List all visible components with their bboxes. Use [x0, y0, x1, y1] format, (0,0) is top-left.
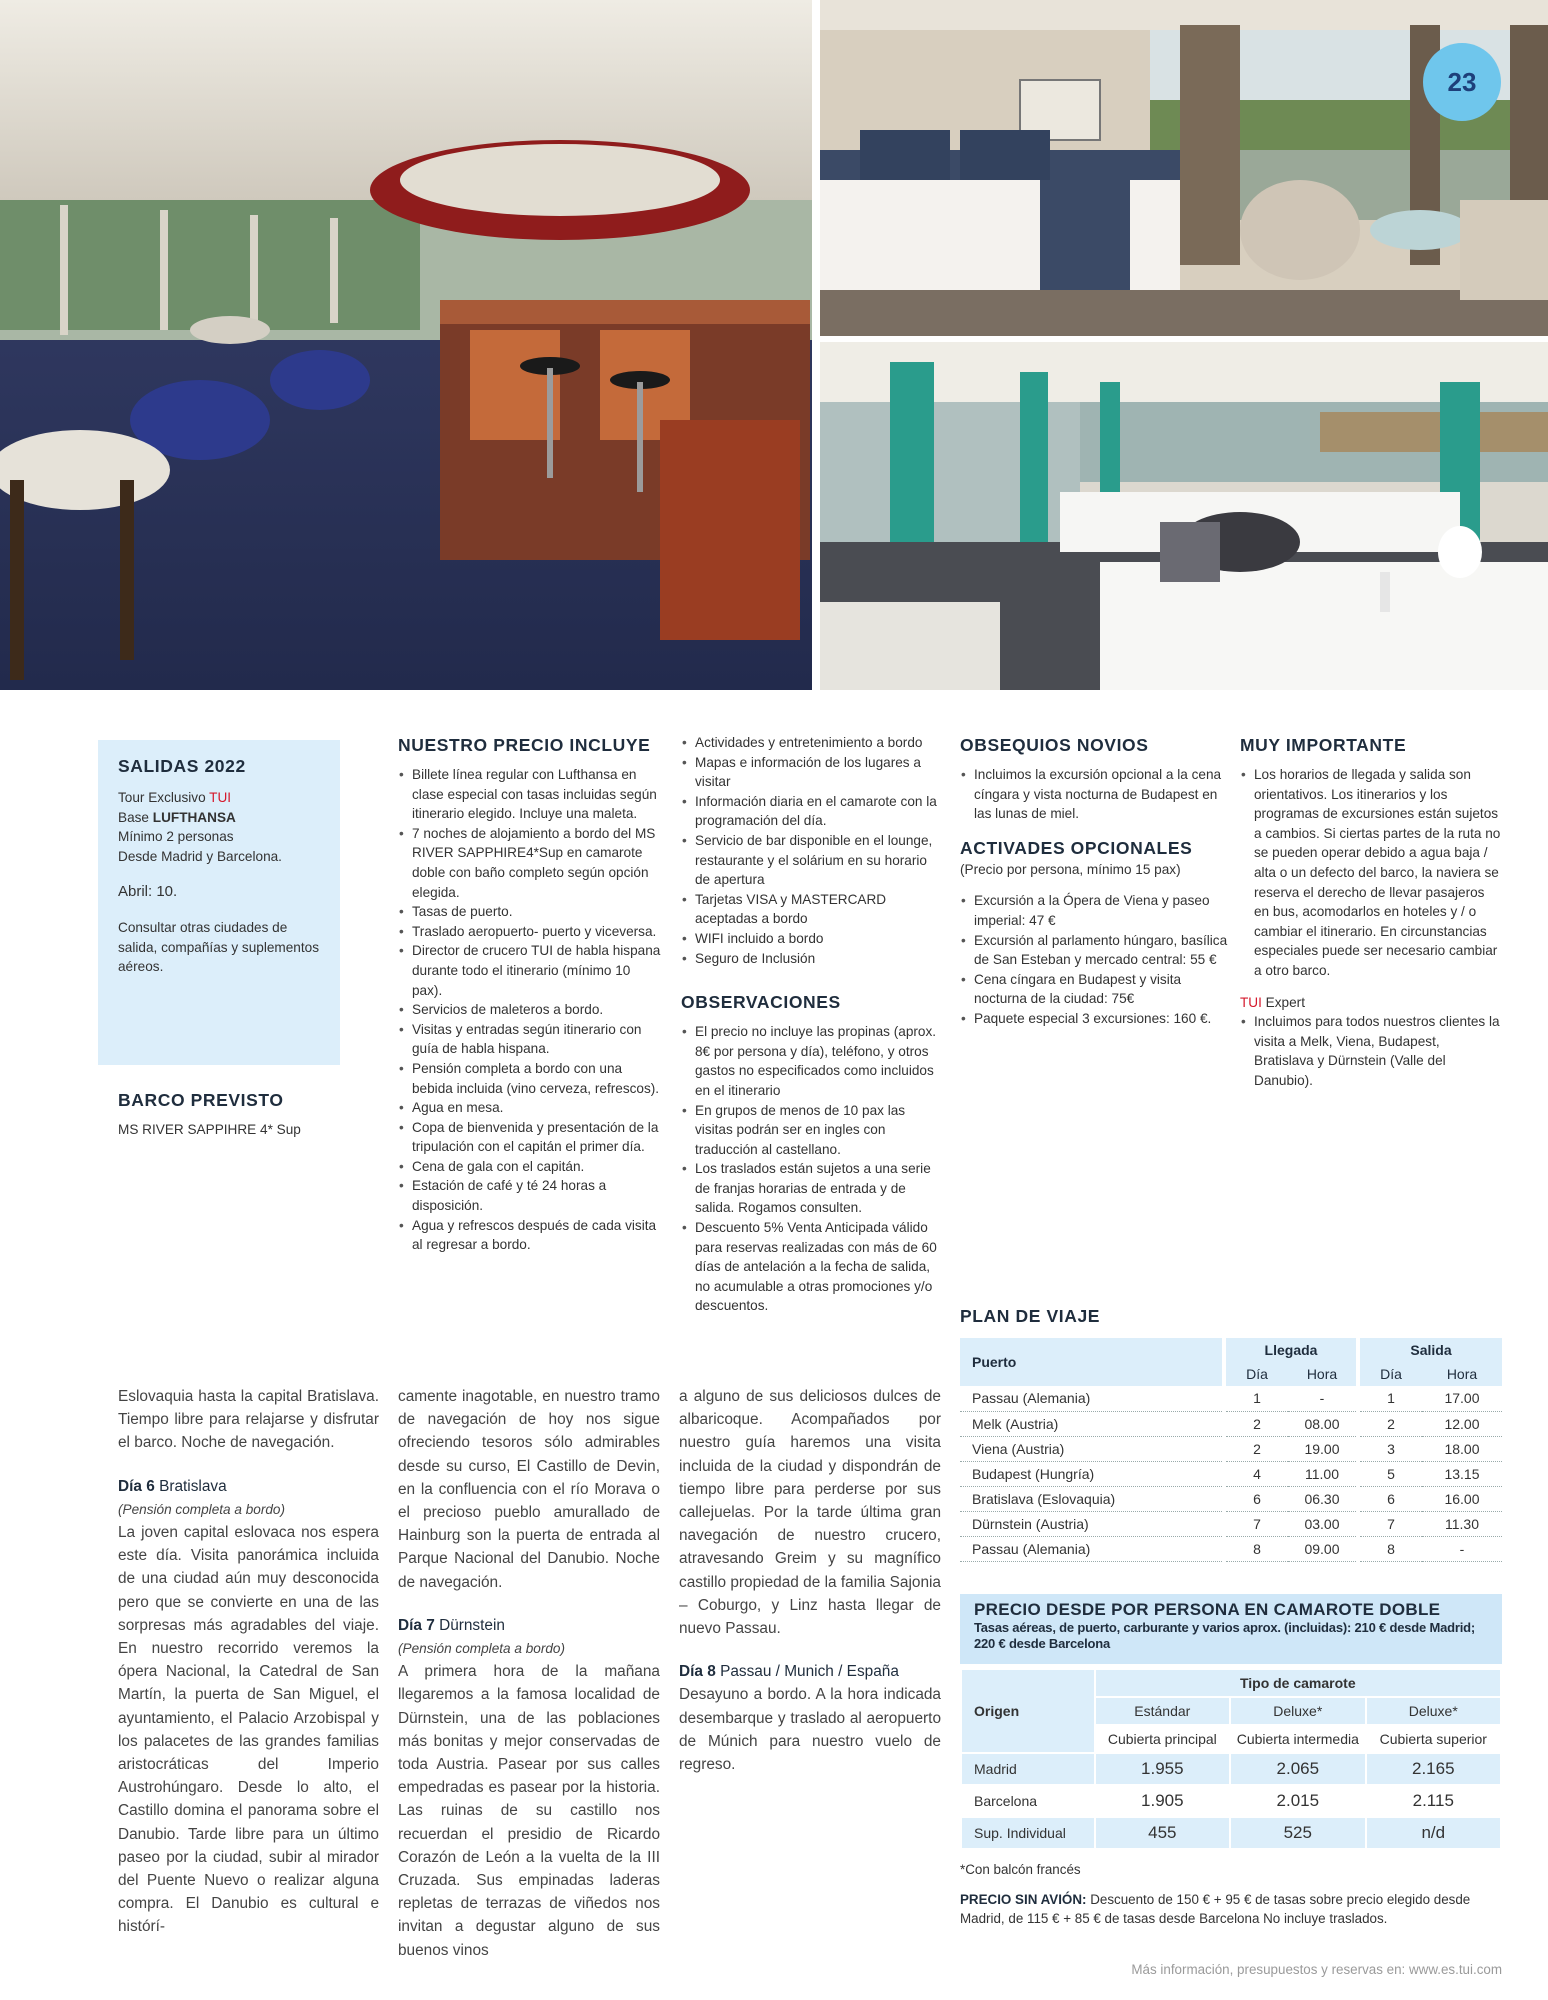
- arrival-time-cell: 03.00: [1288, 1511, 1356, 1536]
- list-item: • Excursión a la Ópera de Viena y paseo imperial: 47 €: [960, 891, 1228, 930]
- arrival-day-cell: 8: [1226, 1536, 1288, 1561]
- departure-time-cell: 11.30: [1422, 1511, 1502, 1536]
- departure-day-cell: 7: [1360, 1511, 1422, 1536]
- price-table: [960, 1668, 1502, 1850]
- price-header: [960, 1594, 1502, 1664]
- barco-title: BARCO PREVISTO: [118, 1090, 284, 1110]
- day-heading: [398, 1614, 660, 1637]
- departure-time-cell: 16.00: [1422, 1486, 1502, 1511]
- price-cell: 2.065: [1230, 1753, 1366, 1785]
- list-item: • Información diaria en el camarote con la programación del día.: [681, 792, 945, 831]
- list-item: • Estación de café y té 24 horas a disposición.: [398, 1176, 663, 1215]
- departure-day-cell: 3: [1360, 1436, 1422, 1461]
- table-row: [961, 1785, 1501, 1817]
- sin-avion-note: [960, 1890, 1505, 1929]
- itinerary-text: camente inagotable, en nuestro tramo de navegación de hoy nos sigue ofreciendo tesoros sólo admirables desde su curso, El Castillo de Devin, en la confluencia con el río Morava o el precioso pueblo amurallado de Hainburg son la puerta de entrada al Parque Nacional del Danubio. Noche de navegación.: [398, 1388, 660, 1591]
- arrival-time-cell: 08.00: [1288, 1411, 1356, 1436]
- table-row: [960, 1511, 1502, 1536]
- sin-avion-label: PRECIO SIN AVIÓN:: [960, 1891, 1087, 1907]
- incluye-block: [398, 733, 663, 1255]
- col-header-salida: Salida: [1360, 1338, 1502, 1362]
- more-info-text: Más información, presupuestos y reservas en:: [1131, 1962, 1409, 1977]
- list-item: • Incluimos la excursión opcional a la cena cíngara y vista nocturna de Budapest en las lunas de miel.: [960, 765, 1228, 824]
- list-item: • WIFI incluido a bordo: [681, 929, 945, 949]
- day-number: Día 8: [679, 1663, 716, 1681]
- table-row: [960, 1411, 1502, 1436]
- itinerary-text: Desayuno a bordo. A la hora indicada desembarque y traslado al aeropuerto de Múnich para nuestro vuelo de regreso.: [679, 1686, 941, 1774]
- incluye-list-continued: [681, 733, 945, 968]
- table-row: [960, 1436, 1502, 1461]
- table-row: [961, 1817, 1501, 1849]
- arrival-day-cell: 6: [1226, 1486, 1288, 1511]
- col-header-dia: Día: [1226, 1362, 1288, 1386]
- day-place: Bratislava: [154, 1477, 227, 1495]
- arrival-day-cell: 7: [1226, 1511, 1288, 1536]
- barco-block: [118, 1088, 358, 1140]
- list-item: • Servicio de bar disponible en el lounge, restaurante y el solárium en su horario de apertura: [681, 831, 945, 890]
- departure-time-cell: 18.00: [1422, 1436, 1502, 1461]
- departure-time-cell: 17.00: [1422, 1386, 1502, 1411]
- incluye-title: NUESTRO PRECIO INCLUYE: [398, 735, 651, 755]
- lounge-bar-photo: [0, 0, 812, 690]
- incluye-continued-block: [681, 733, 945, 1316]
- list-item: • Los traslados están sujetos a una serie de franjas horarias de entrada y de salida. Rogamos consulten.: [681, 1159, 945, 1218]
- minimo-text: Mínimo 2 personas: [118, 829, 234, 845]
- barco-name: MS RIVER SAPPIHRE 4* Sup: [118, 1122, 301, 1137]
- price-cell: 1.955: [1095, 1753, 1230, 1785]
- day-note: (Pensión completa a bordo): [118, 1501, 285, 1517]
- list-item: • Cena de gala con el capitán.: [398, 1157, 663, 1177]
- more-info-footer: [1112, 1962, 1502, 1977]
- list-item: • Tarjetas VISA y MASTERCARD aceptadas a bordo: [681, 890, 945, 929]
- list-item: • Incluimos para todos nuestros clientes la visita a Melk, Viena, Budapest, Bratislava y Dürnstein (Valle del Danubio).: [1240, 1012, 1502, 1090]
- base-prefix: Base: [118, 809, 153, 825]
- col-header-tipo: Tipo de camarote: [1095, 1669, 1501, 1697]
- list-item: • El precio no incluye las propinas (aprox. 8€ por persona y día), teléfono, y otros gastos no especificados como incluidos en el itinerario: [681, 1022, 945, 1100]
- col-header-llegada: Llegada: [1226, 1338, 1356, 1362]
- port-cell: Viena (Austria): [960, 1436, 1222, 1461]
- price-title: PRECIO DESDE POR PERSONA EN CAMAROTE DOBLE: [974, 1600, 1441, 1619]
- list-item: • Traslado aeropuerto- puerto y viceversa.: [398, 922, 663, 942]
- col-header-origen: Origen: [961, 1669, 1095, 1753]
- sin-avion-text: Descuento de 150 € + 95 € de tasas sobre precio elegido desde Madrid, de 115 € + 85 € de tasas desde Barcelona No incluye traslados.: [960, 1891, 1471, 1926]
- restaurant-photo: [820, 342, 1548, 690]
- itinerary-column-1: [118, 1385, 379, 1939]
- tour-line: [118, 788, 320, 808]
- observaciones-list: [681, 1022, 945, 1316]
- port-cell: Bratislava (Eslovaquia): [960, 1486, 1222, 1511]
- arrival-day-cell: 2: [1226, 1436, 1288, 1461]
- port-cell: Melk (Austria): [960, 1411, 1222, 1436]
- website-link[interactable]: www.es.tui.com: [1408, 1962, 1502, 1977]
- day-number: Día 7: [398, 1616, 435, 1634]
- tui-brand: TUI: [209, 790, 232, 805]
- observaciones-title: OBSERVACIONES: [681, 992, 841, 1013]
- port-cell: Passau (Alemania): [960, 1386, 1222, 1411]
- day-number: Día 6: [118, 1477, 155, 1495]
- arrival-day-cell: 2: [1226, 1411, 1288, 1436]
- list-item: • Director de crucero TUI de habla hispana durante todo el itinerario (mínimo 10 pax).: [398, 941, 663, 1000]
- plan-block: [960, 1304, 1260, 1336]
- list-item: • Visitas y entradas según itinerario con guía de habla hispana.: [398, 1020, 663, 1059]
- list-item: • Descuento 5% Venta Anticipada válido para reservas realizadas con más de 60 días de antelación a la fecha de salida, no acumulable a otras promociones y/o descuentos.: [681, 1218, 945, 1316]
- list-item: • Agua en mesa.: [398, 1098, 663, 1118]
- itinerary-text: Eslovaquia hasta la capital Bratislava. Tiempo libre para relajarse y disfrutar el barco. Noche de navegación.: [118, 1388, 379, 1452]
- departure-day-cell: 2: [1360, 1411, 1422, 1436]
- cabin-type: Estándar: [1095, 1697, 1230, 1725]
- price-cell: 2.165: [1366, 1753, 1501, 1785]
- list-item: • 7 noches de alojamiento a bordo del MS RIVER SAPPHIRE4*Sup en camarote doble con baño completo según opción elegida.: [398, 824, 663, 902]
- obsequios-list: [960, 765, 1228, 824]
- deck-name: Cubierta intermedia: [1230, 1725, 1366, 1753]
- day-note: (Pensión completa a bordo): [398, 1641, 565, 1657]
- consultar-text: Consultar otras ciudades de salida, compañías y suplementos aéreos.: [118, 919, 319, 975]
- departure-time-cell: 13.15: [1422, 1461, 1502, 1486]
- arrival-time-cell: 11.00: [1288, 1461, 1356, 1486]
- departure-day-cell: 8: [1360, 1536, 1422, 1561]
- origin-cell: Barcelona: [961, 1785, 1095, 1817]
- price-cell: 2.015: [1230, 1785, 1366, 1817]
- table-row: [960, 1386, 1502, 1411]
- price-footnotes: [960, 1860, 1505, 1929]
- port-cell: Passau (Alemania): [960, 1536, 1222, 1561]
- importante-title: MUY IMPORTANTE: [1240, 735, 1407, 755]
- list-item: • Copa de bienvenida y presentación de la tripulación con el capitán el primer día.: [398, 1118, 663, 1157]
- salidas-title: SALIDAS 2022: [118, 756, 246, 776]
- table-row: [960, 1486, 1502, 1511]
- tour-prefix: Tour Exclusivo: [118, 790, 210, 805]
- deck-name: Cubierta superior: [1366, 1725, 1501, 1753]
- price-cell: 2.115: [1366, 1785, 1501, 1817]
- plan-rows: [960, 1386, 1502, 1561]
- day-place: Passau / Munich / España: [715, 1663, 899, 1681]
- departure-day-cell: 5: [1360, 1461, 1422, 1486]
- cabin-type: Deluxe*: [1366, 1697, 1501, 1725]
- col-header-puerto: Puerto: [960, 1338, 1222, 1386]
- day-heading: [679, 1660, 941, 1683]
- table-row: [961, 1753, 1501, 1785]
- salidas-box: [98, 740, 340, 1065]
- itinerary-text: La joven capital eslovaca nos espera este día. Visita panorámica incluida de una ciudad aún muy desconocida pero que se convierte en una de las sorpresas más agradables del viaje. En nuestro recorrido veremos la ópera Nacional, la Catedral de San Martín, la puerta de San Miguel, el ayuntamiento, el Palacio Arzobispal y los palacetes de las grandes familias aristocráticas del Imperio Austrohúngaro. Desde lo alto, el Castillo domina el panorama sobre el Danubio. Tarde libre para un último paseo por la ciudad, subir al mirador del Puente Nuevo o realizar alguna compra. El Danubio es cultural e histórí-: [118, 1524, 379, 1936]
- list-item: • En grupos de menos de 10 pax las visitas podrán ser en ingles con traducción al castellano.: [681, 1101, 945, 1160]
- col-header-hora: Hora: [1288, 1362, 1356, 1386]
- departure-time-cell: -: [1422, 1536, 1502, 1561]
- incluye-list: [398, 765, 663, 1255]
- table-row: [960, 1461, 1502, 1486]
- expert-list: [1240, 1012, 1502, 1090]
- price-subtitle: Tasas aéreas, de puerto, carburante y varios aprox. (incluidas): 210 € desde Madrid; 220 € desde Barcelona: [974, 1620, 1475, 1651]
- opcionales-subtitle: (Precio por persona, mínimo 15 pax): [960, 861, 1181, 877]
- port-cell: Budapest (Hungría): [960, 1461, 1222, 1486]
- base-airline: LUFTHANSA: [152, 809, 236, 825]
- list-item: • Actividades y entretenimiento a bordo: [681, 733, 945, 753]
- arrival-time-cell: -: [1288, 1386, 1356, 1411]
- deck-name: Cubierta principal: [1095, 1725, 1230, 1753]
- arrival-time-cell: 19.00: [1288, 1436, 1356, 1461]
- expert-label: Expert: [1261, 994, 1305, 1010]
- origin-cell: Madrid: [961, 1753, 1095, 1785]
- obsequios-block: [960, 733, 1228, 1029]
- col-header-hora: Hora: [1422, 1362, 1502, 1386]
- day-heading: [118, 1475, 379, 1498]
- list-item: • Pensión completa a bordo con una bebida incluida (vino cerveza, refrescos).: [398, 1059, 663, 1098]
- table-row: [960, 1536, 1502, 1561]
- price-cell: 525: [1230, 1817, 1366, 1849]
- departure-time-cell: 12.00: [1422, 1411, 1502, 1436]
- arrival-day-cell: 4: [1226, 1461, 1288, 1486]
- opcionales-list: [960, 891, 1228, 1028]
- list-item: • Los horarios de llegada y salida son orientativos. Los itinerarios y los programas de excursiones están sujetos a cambios. Si ciertas partes de la ruta no se pueden operar debido a agua baja / alta o un defecto del barco, la naviera se reserva el derecho de llevar pasajeros en bus, acomodarlos en hoteles y / o cambiar el itinerario. En circunstancias especiales puede ser necesario cambiar a otro barco.: [1240, 765, 1502, 981]
- arrival-time-cell: 06.30: [1288, 1486, 1356, 1511]
- departure-day-cell: 1: [1360, 1386, 1422, 1411]
- abril-dates: Abril: 10.: [118, 883, 178, 901]
- port-cell: Dürnstein (Austria): [960, 1511, 1222, 1536]
- list-item: • Billete línea regular con Lufthansa en clase especial con tasas incluidas según itinerario elegido. Incluye una maleta.: [398, 765, 663, 824]
- list-item: • Paquete especial 3 excursiones: 160 €.: [960, 1009, 1228, 1029]
- arrival-time-cell: 09.00: [1288, 1536, 1356, 1561]
- day-place: Dürnstein: [434, 1616, 505, 1634]
- importante-list: [1240, 765, 1502, 981]
- itinerary-column-2: [398, 1385, 660, 1962]
- tui-expert-heading: [1240, 993, 1502, 1013]
- list-item: • Agua y refrescos después de cada visita al regresar a bordo.: [398, 1216, 663, 1255]
- col-header-dia: Día: [1360, 1362, 1422, 1386]
- list-item: • Tasas de puerto.: [398, 902, 663, 922]
- itinerary-column-3: [679, 1385, 941, 1776]
- price-cell: n/d: [1366, 1817, 1501, 1849]
- page-number-badge: 23: [1423, 43, 1501, 121]
- cabin-type: Deluxe*: [1230, 1697, 1366, 1725]
- desde-text: Desde Madrid y Barcelona.: [118, 848, 282, 864]
- list-item: • Excursión al parlamento húngaro, basílica de San Esteban y mercado central: 55 €: [960, 931, 1228, 970]
- base-line: [118, 808, 320, 828]
- itinerary-text: a alguno de sus deliciosos dulces de albaricoque. Acompañados por nuestro guía haremos una visita incluida de la ciudad y dispondrán de tiempo libre para perderse por sus callejuelas. Por la tarde última gran navegación de nuestro crucero, atravesando Greim y su magnífico castillo propiedad de la familia Sajonia – Coburgo, y Linz hasta llegar de nuevo Passau.: [679, 1388, 941, 1638]
- plan-table: [960, 1338, 1502, 1562]
- price-cell: 455: [1095, 1817, 1230, 1849]
- itinerary-text: A primera hora de la mañana llegaremos a la famosa localidad de Dürnstein, una de las poblaciones más bonitas y mejor conservadas de toda Austria. Pasear por sus calles empedradas es pasear por la historia. Las ruinas de su castillo nos recuerdan el presidio de Ricardo Corazón de León a la vuelta de la III Cruzada. Sus empinadas laderas repletas de terrazas de viñedos nos invitan a degustar alguno de sus buenos vinos: [398, 1663, 660, 1959]
- departure-day-cell: 6: [1360, 1486, 1422, 1511]
- footnote: *Con balcón francés: [960, 1862, 1081, 1877]
- list-item: • Seguro de Inclusión: [681, 949, 945, 969]
- list-item: • Servicios de maleteros a bordo.: [398, 1000, 663, 1020]
- obsequios-title: OBSEQUIOS NOVIOS: [960, 735, 1149, 755]
- arrival-day-cell: 1: [1226, 1386, 1288, 1411]
- list-item: • Cena cíngara en Budapest y visita nocturna de la ciudad: 75€: [960, 970, 1228, 1009]
- origin-cell: Sup. Individual: [961, 1817, 1095, 1849]
- price-cell: 1.905: [1095, 1785, 1230, 1817]
- plan-title: PLAN DE VIAJE: [960, 1306, 1101, 1326]
- opcionales-title: ACTIVADES OPCIONALES: [960, 837, 1193, 858]
- tui-brand: TUI: [1240, 994, 1262, 1010]
- list-item: • Mapas e información de los lugares a visitar: [681, 753, 945, 792]
- importante-block: [1240, 733, 1502, 1091]
